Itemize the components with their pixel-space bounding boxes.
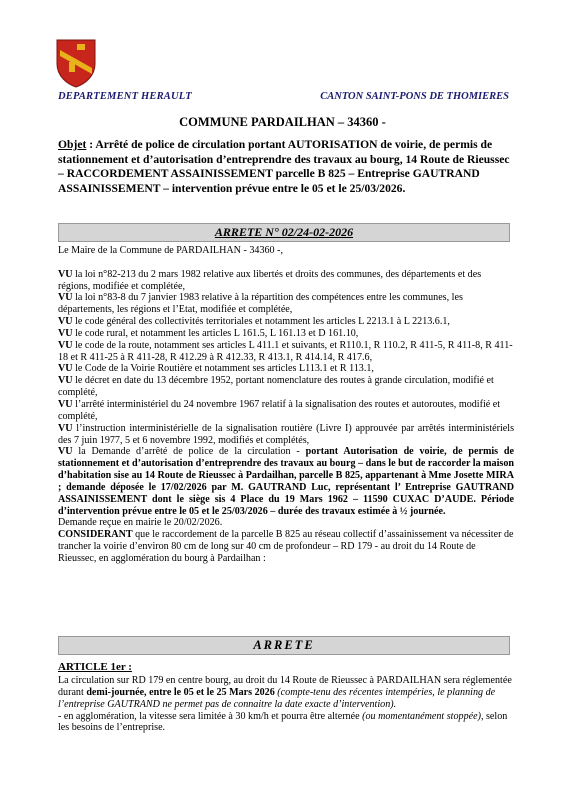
- objet-separator: :: [86, 138, 96, 151]
- vu-item: VU le code rural, et notamment les articles L 161.5, L 161.13 et D 161.10,: [58, 327, 359, 339]
- article-1-paragraph: - en agglomération, la vitesse sera limitée à 30 km/h et pourra être alternée (ou momentanément stoppée), selon les besoins de l’entreprise.: [58, 710, 508, 734]
- department-label: DEPARTEMENT HERAULT: [58, 91, 192, 102]
- objet-label: Objet: [58, 138, 87, 151]
- article-1-title: ARTICLE 1er :: [58, 661, 132, 673]
- vu-demande: VU la Demande d’arrêté de police de la circulation - portant Autorisation de voirie, de permis de stationnement et d’autorisation d’entreprendre des travaux au bourg – dans le but de raccorder la maison d’habitation sise au 14 Route de Rieussec à Pardailhan, parcelle B 825, appartenant à Mme Josette MIRA ; demande déposée le 17/02/2026 par M. GAUTRAND Luc, représentant l’ Entreprise GAUTRAND ASSAINISSEMENT dont le siège sis 4 Place du 19 Mars 1962 – 11590 CUXAC D’AUDE. Période d’intervention prévue entre le 05 et le 25/03/2026 – durée des travaux estimée à ½ journée.: [58, 446, 514, 517]
- coat-of-arms-logo: [55, 38, 97, 88]
- article-1-paragraph: La circulation sur RD 179 en centre bourg, au droit du 14 Route de Rieussec à PARDAILHAN sera réglementée durant demi-journée, entre le 05 et le 25 Mars 2026 (compte-tenu des récentes intempéries, le planning de l’entreprise GAUTRAND ne permet pas de connaitre la date exacte d’intervention).: [58, 675, 512, 710]
- mayor-intro: Le Maire de la Commune de PARDAILHAN - 34360 -,: [58, 245, 284, 256]
- arrete-title-band: [58, 636, 510, 655]
- arrete-number: ARRETE N° 02/24-02-2026: [214, 225, 354, 239]
- article-1-body: [58, 675, 514, 734]
- objet-text: Arrêté de police de circulation portant AUTORISATION de voirie, de permis de stationnement et d’autorisation d’entreprendre des travaux au bourg, 14 Route de Rieussec – RACCORDEMENT ASSAINISSEMENT parcelle B 825 – Entreprise GAUTRAND ASSAINISSEMENT – intervention prévue entre le 05 et le 25/03/2026.: [58, 138, 510, 195]
- vu-item: VU la loi n°83-8 du 7 janvier 1983 relative à la répartition des compétences entre les communes, les départements, les régions et l’Etat, modifiée et complétée,: [58, 292, 463, 316]
- arrete-number-band: [58, 223, 510, 242]
- demande-recue: Demande reçue en mairie le 20/02/2026.: [58, 517, 223, 529]
- vu-item: VU le Code de la Voirie Routière et notamment ses articles L113.1 et R 113.1,: [58, 363, 374, 375]
- objet-block: [58, 138, 516, 196]
- vu-item: VU le code de la route, notamment ses articles L 411.1 et suivants, et R110.1, R 110.2, R 411-5, R 411-8, R 411-18 et R 411-25 à R 411-28, R 412.29 à R 412.33, R 413.1, R 414.14, R 417.6,: [58, 339, 513, 363]
- commune-title: COMMUNE PARDAILHAN – 34360 -: [179, 115, 386, 129]
- vu-item: VU le décret en date du 13 décembre 1952, portant nomenclature des routes à grande circulation, modifié et complété,: [58, 375, 494, 399]
- vu-item: VU l’arrêté interministériel du 24 novembre 1967 relatif à la signalisation des routes et autoroutes, modifié et complété,: [58, 398, 501, 422]
- vu-item: VU l’instruction interministérielle de la signalisation routière (Livre I) approuvée par arrêtés interministériels des 7 juin 1977, 5 et 6 novembre 1992, modifiés et complétés,: [58, 422, 514, 446]
- canton-label: CANTON SAINT-PONS DE THOMIERES: [320, 91, 509, 102]
- considerant: CONSIDERANT que le raccordement de la parcelle B 825 au réseau collectif d’assainissement va nécessiter de trancher la voirie d’environ 80 cm de long sur 40 cm de profondeur – RD 179 - au droit du 14 Route de Rieussec, en agglomération du bourg à Pardailhan :: [58, 529, 514, 564]
- arrete-title: ARRETE: [253, 638, 315, 652]
- vu-item: VU la loi n°82-213 du 2 mars 1982 relative aux libertés et droits des communes, des départements et des régions, modifiée et complétée,: [58, 268, 482, 292]
- preamble: [58, 245, 514, 565]
- vu-item: VU le code général des collectivités territoriales et notamment les articles L 2213.1 à L 2213.6.1,: [58, 316, 450, 328]
